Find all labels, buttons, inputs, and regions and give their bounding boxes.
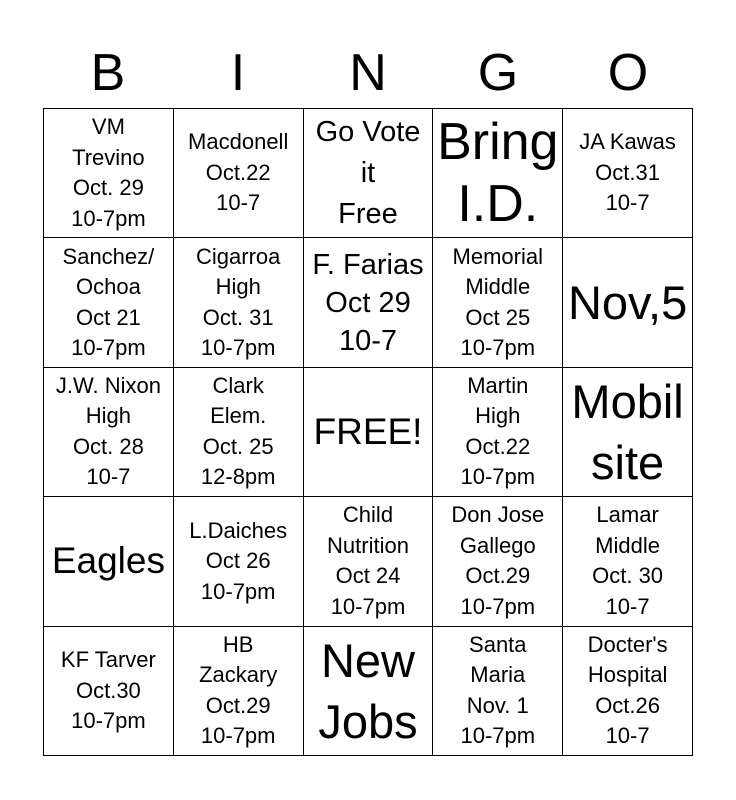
bingo-cell-r3c2 xyxy=(174,368,304,497)
cell-text: J.W. Nixon High Oct. 28 10-7 xyxy=(55,372,161,490)
bingo-cell-r2c5 xyxy=(563,238,693,367)
header-letter-o: O xyxy=(607,44,649,102)
bingo-cell-r3c4 xyxy=(433,368,563,497)
bingo-cell-r5c3 xyxy=(304,627,434,756)
cell-text: Mobil site xyxy=(571,374,684,489)
cell-text: Don Jose Gallego Oct.29 10-7pm xyxy=(451,502,545,619)
cell-text: FREE! xyxy=(313,410,423,452)
cell-text: Cigarroa High Oct. 31 10-7pm xyxy=(196,243,281,361)
bingo-cell-r5c2 xyxy=(174,627,304,756)
cell-text: L.Daiches Oct 26 10-7pm xyxy=(189,517,288,604)
bingo-cell-r4c1 xyxy=(44,497,174,626)
bingo-cell-r5c1 xyxy=(44,627,174,756)
bingo-cell-r1c1 xyxy=(44,109,174,238)
bingo-cell-r4c2 xyxy=(174,497,304,626)
cell-text: Bring I.D. xyxy=(437,113,559,234)
bingo-cell-r3c5 xyxy=(563,368,693,497)
bingo-cell-r4c3 xyxy=(304,497,434,626)
bingo-board xyxy=(43,108,693,756)
header-letter-i: I xyxy=(230,44,246,102)
bingo-cell-free-space xyxy=(304,368,434,497)
header-letter-n: N xyxy=(349,44,387,102)
cell-text: KF Tarver Oct.30 10-7pm xyxy=(60,647,156,734)
cell-text: Santa Maria Nov. 1 10-7pm xyxy=(460,631,536,749)
bingo-cell-r2c4 xyxy=(433,238,563,367)
cell-text: VM Trevino Oct. 29 10-7pm xyxy=(71,114,146,231)
cell-text: Memorial Middle Oct 25 10-7pm xyxy=(452,243,544,361)
cell-text: Docter's Hospital Oct.26 10-7 xyxy=(587,631,668,749)
cell-text: Nov,5 xyxy=(567,276,688,330)
bingo-cell-r5c5 xyxy=(563,627,693,756)
cell-text: Sanchez/ Ochoa Oct 21 10-7pm xyxy=(62,243,155,361)
bingo-cell-r5c4 xyxy=(433,627,563,756)
bingo-cell-r1c3 xyxy=(304,109,434,238)
cell-text: New Jobs xyxy=(318,633,418,748)
cell-text: Macdonell Oct.22 10-7 xyxy=(188,129,289,216)
cell-text: HB Zackary Oct.29 10-7pm xyxy=(199,631,278,749)
bingo-header xyxy=(43,44,693,102)
bingo-cell-r2c3 xyxy=(304,238,434,367)
cell-text: Lamar Middle Oct. 30 10-7 xyxy=(592,502,664,619)
header-letter-b: B xyxy=(90,44,126,102)
bingo-cell-r4c4 xyxy=(433,497,563,626)
cell-text: Eagles xyxy=(51,540,165,582)
cell-text: JA Kawas Oct.31 10-7 xyxy=(579,129,676,216)
bingo-cell-r1c5 xyxy=(563,109,693,238)
bingo-cell-r1c4 xyxy=(433,109,563,238)
bingo-cell-r2c2 xyxy=(174,238,304,367)
cell-text: Go Vote it Free xyxy=(315,115,421,230)
cell-text: F. Farias Oct 29 10-7 xyxy=(312,248,424,357)
bingo-cell-r2c1 xyxy=(44,238,174,367)
cell-text: Clark Elem. Oct. 25 12-8pm xyxy=(200,372,276,490)
header-letter-g: G xyxy=(477,44,519,102)
cell-text: Martin High Oct.22 10-7pm xyxy=(460,372,536,490)
bingo-cell-r3c1 xyxy=(44,368,174,497)
cell-text: Child Nutrition Oct 24 10-7pm xyxy=(327,502,409,619)
bingo-cell-r4c5 xyxy=(563,497,693,626)
bingo-cell-r1c2 xyxy=(174,109,304,238)
